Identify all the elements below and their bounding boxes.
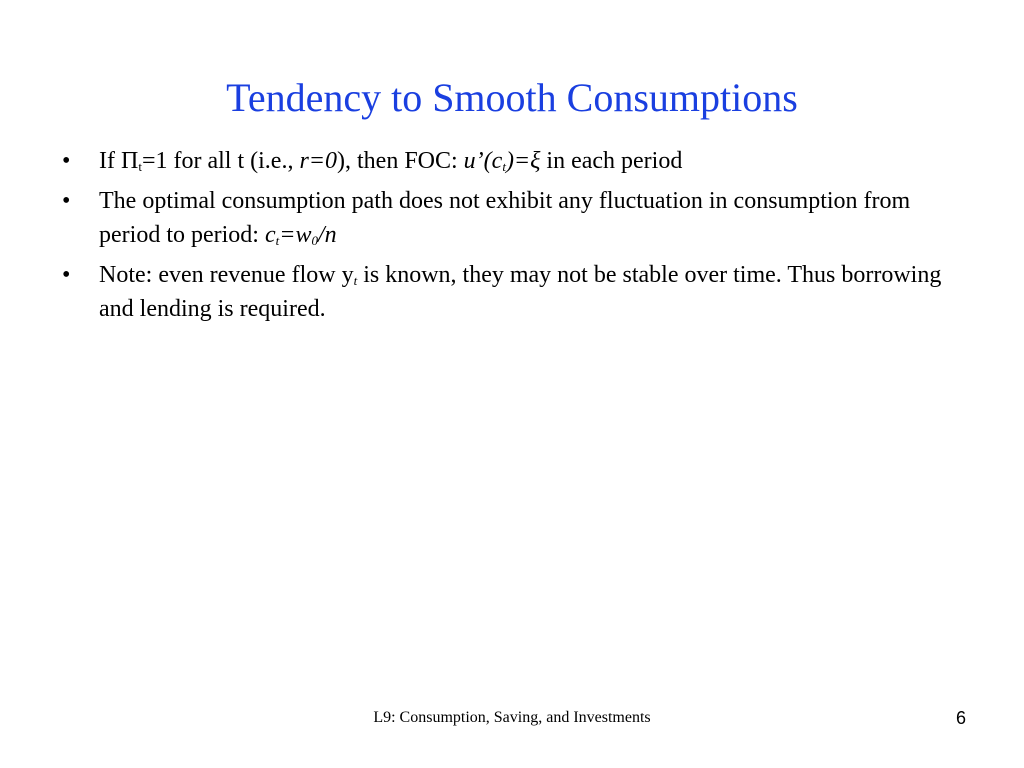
math-expression: c bbox=[264, 222, 276, 248]
bullet-dot-icon: • bbox=[62, 262, 71, 288]
text-run: in each period bbox=[540, 148, 683, 174]
bullet-list bbox=[62, 144, 942, 332]
bullet-dot-icon: • bbox=[62, 148, 71, 174]
text-run: is known, they may not be stable over time. Thus borrowing and lending is required. bbox=[99, 262, 942, 322]
slide-title: Tendency to Smooth Consumptions bbox=[226, 75, 798, 120]
subscript: t bbox=[138, 159, 142, 174]
bullet-item bbox=[62, 144, 942, 178]
subscript: t bbox=[275, 233, 280, 248]
subscript: t bbox=[502, 159, 506, 174]
subscript: 0 bbox=[311, 233, 318, 248]
text-run: =1 for all t (i.e., bbox=[141, 148, 300, 174]
bullet-dot-icon: • bbox=[62, 188, 71, 214]
subscript: t bbox=[353, 273, 358, 288]
bullet-text bbox=[99, 148, 682, 174]
text-run: ), then FOC: bbox=[337, 148, 464, 174]
text-run: The optimal consumption path does not exhibit any fluctuation in consumption from period to period: bbox=[99, 188, 911, 248]
math-expression: u’(c bbox=[463, 148, 503, 174]
page-number: 6 bbox=[955, 708, 966, 728]
bullet-item bbox=[62, 258, 942, 326]
bullet-item bbox=[62, 184, 942, 252]
text-run: If Π bbox=[99, 148, 139, 174]
text-run: Note: even revenue flow y bbox=[99, 262, 354, 288]
math-expression: r=0 bbox=[299, 148, 337, 174]
math-expression: /n bbox=[317, 222, 337, 248]
bullet-text bbox=[99, 262, 941, 322]
math-expression: =w bbox=[279, 222, 312, 248]
footer-course-title: L9: Consumption, Saving, and Investments bbox=[373, 709, 651, 726]
math-expression: )=ξ bbox=[505, 148, 541, 174]
bullet-text bbox=[99, 188, 910, 248]
